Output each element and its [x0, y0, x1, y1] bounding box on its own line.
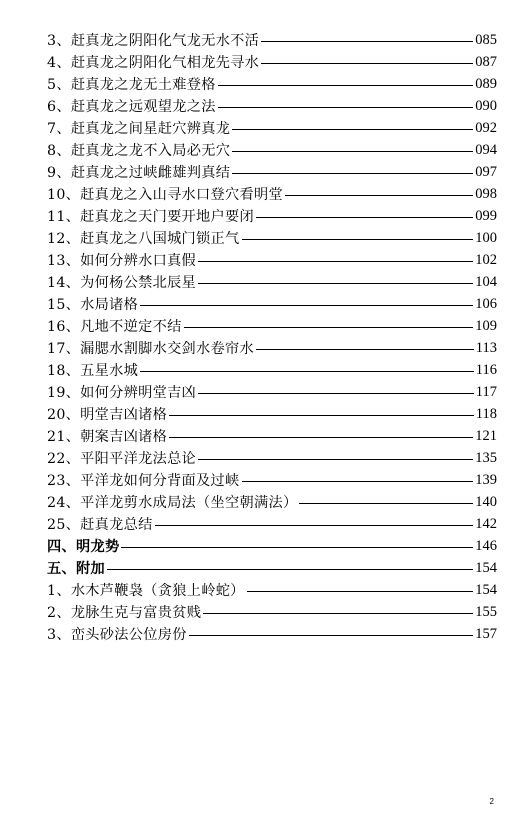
toc-entry-title: 25、赶真龙总结: [47, 517, 153, 533]
toc-entry-page: 157: [475, 625, 497, 642]
toc-entry-page: 117: [475, 383, 497, 400]
toc-entry: [47, 227, 497, 249]
toc-entry: [47, 557, 497, 579]
toc-entry-title: 2、龙脉生克与富贵贫贱: [47, 605, 202, 621]
toc-entry-page: 142: [475, 515, 497, 532]
toc-entry: [47, 271, 497, 293]
toc-entry-page: 090: [475, 97, 497, 114]
toc-entry: [47, 579, 497, 601]
toc-entry: [47, 491, 497, 513]
leader-line: [140, 305, 473, 306]
toc-entry: [47, 601, 497, 623]
leader-line: [261, 41, 473, 42]
toc-entry-title: 14、为何杨公禁北辰星: [47, 275, 197, 291]
toc-entry-title: 10、赶真龙之入山寻水口登穴看明堂: [47, 187, 283, 203]
toc-entry-page: 106: [475, 295, 497, 312]
leader-line: [218, 107, 474, 108]
toc-entry-title: 15、水局诸格: [47, 297, 139, 313]
toc-entry: [47, 29, 497, 51]
toc-entry-page: 094: [475, 141, 497, 158]
toc-entry-title: 四、明龙势: [47, 539, 120, 555]
toc-entry-title: 18、五星水城: [47, 363, 139, 379]
toc-entry-page: 104: [475, 273, 497, 290]
leader-line: [169, 415, 474, 416]
toc-entry-title: 4、赶真龙之阴阳化气相龙先寻水: [47, 55, 260, 71]
toc-entry-title: 16、凡地不逆定不结: [47, 319, 182, 335]
toc-entry-title: 8、赶真龙之龙不入局必无穴: [47, 143, 231, 159]
leader-line: [169, 437, 473, 438]
toc-entry: [47, 95, 497, 117]
toc-entry-title: 五、附加: [47, 561, 105, 577]
leader-line: [261, 63, 473, 64]
toc-entry-title: 24、平洋龙剪水成局法（坐空朝满法）: [47, 495, 298, 511]
toc-entry: [47, 469, 497, 491]
toc-entry-title: 12、赶真龙之八国城门锁正气: [47, 231, 240, 247]
toc-entry-title: 9、赶真龙之过峡雌雄判真结: [47, 165, 231, 181]
leader-line: [285, 195, 473, 196]
leader-line: [242, 481, 474, 482]
toc-entry-title: 11、赶真龙之天门要开地户要闭: [47, 209, 254, 225]
toc-entry-title: 21、朝案吉凶诸格: [47, 429, 168, 445]
toc-entry: [47, 535, 497, 557]
leader-line: [256, 217, 473, 218]
toc-entry-page: 146: [475, 537, 497, 554]
toc-entry: [47, 381, 497, 403]
toc-entry-title: 20、明堂吉凶诸格: [47, 407, 168, 423]
toc-entry: [47, 425, 497, 447]
toc-entry-page: 140: [475, 493, 497, 510]
toc-entry-title: 23、平洋龙如何分背面及过峡: [47, 473, 240, 489]
toc-entry: [47, 205, 497, 227]
toc-entry: [47, 51, 497, 73]
toc-entry: [47, 183, 497, 205]
toc-entry: [47, 315, 497, 337]
toc-entry-page: 092: [475, 119, 497, 136]
leader-line: [232, 173, 473, 174]
toc-entry: [47, 73, 497, 95]
toc-entry-title: 17、漏腮水割脚水交剑水卷帘水: [47, 341, 254, 357]
toc-entry-page: 085: [475, 31, 497, 48]
toc-entry-page: 118: [475, 405, 497, 422]
toc-entry-page: 154: [475, 581, 497, 598]
toc-entry-page: 154: [475, 559, 497, 576]
toc-entry-title: 19、如何分辨明堂吉凶: [47, 385, 197, 401]
toc-entry: [47, 337, 497, 359]
toc-entry: [47, 513, 497, 535]
toc-entry-page: 139: [475, 471, 497, 488]
leader-line: [198, 261, 473, 262]
toc-entry-title: 6、赶真龙之远观望龙之法: [47, 99, 216, 115]
toc-entry: [47, 249, 497, 271]
toc-entry: [47, 293, 497, 315]
toc-entry: [47, 117, 497, 139]
leader-line: [299, 503, 473, 504]
toc-entry: [47, 161, 497, 183]
toc-entry-page: 099: [475, 207, 497, 224]
toc-entry-title: 5、赶真龙之龙无土难登格: [47, 77, 216, 93]
leader-line: [184, 327, 474, 328]
toc-entry-page: 087: [475, 53, 497, 70]
toc-entry-page: 121: [475, 427, 497, 444]
toc-entry-title: 3、赶真龙之阴阳化气龙无水不活: [47, 33, 260, 49]
toc-entry-title: 22、平阳平洋龙法总论: [47, 451, 197, 467]
toc-entry-page: 113: [475, 339, 497, 356]
toc-entry: [47, 139, 497, 161]
leader-line: [218, 85, 474, 86]
toc-entry-title: 13、如何分辨水口真假: [47, 253, 197, 269]
leader-line: [121, 547, 473, 548]
toc-entry-title: 3、峦头砂法公位房份: [47, 627, 187, 643]
leader-line: [198, 459, 473, 460]
toc-entry-page: 155: [475, 603, 497, 620]
leader-line: [198, 283, 473, 284]
toc-entry-page: 089: [475, 75, 497, 92]
page-number: 2: [489, 797, 494, 806]
leader-line: [232, 129, 473, 130]
leader-line: [242, 239, 474, 240]
toc-entry-page: 116: [475, 361, 497, 378]
toc-entry-page: 109: [475, 317, 497, 334]
toc-entry-page: 097: [475, 163, 497, 180]
leader-line: [247, 591, 474, 592]
toc-entry-page: 135: [475, 449, 497, 466]
leader-line: [232, 151, 473, 152]
toc-entry-page: 098: [475, 185, 497, 202]
leader-line: [203, 613, 473, 614]
toc-entry-title: 7、赶真龙之间星赶穴辨真龙: [47, 121, 231, 137]
toc-entry: [47, 359, 497, 381]
toc-entry: [47, 623, 497, 645]
leader-line: [198, 393, 474, 394]
table-of-contents: [47, 29, 497, 645]
toc-entry-title: 1、水木芦鞭袅（贪狼上岭蛇）: [47, 583, 245, 599]
toc-entry-page: 100: [475, 229, 497, 246]
toc-entry: [47, 447, 497, 469]
leader-line: [107, 569, 473, 570]
leader-line: [189, 635, 474, 636]
leader-line: [140, 371, 474, 372]
toc-entry: [47, 403, 497, 425]
toc-entry-page: 102: [475, 251, 497, 268]
leader-line: [155, 525, 474, 526]
leader-line: [256, 349, 474, 350]
